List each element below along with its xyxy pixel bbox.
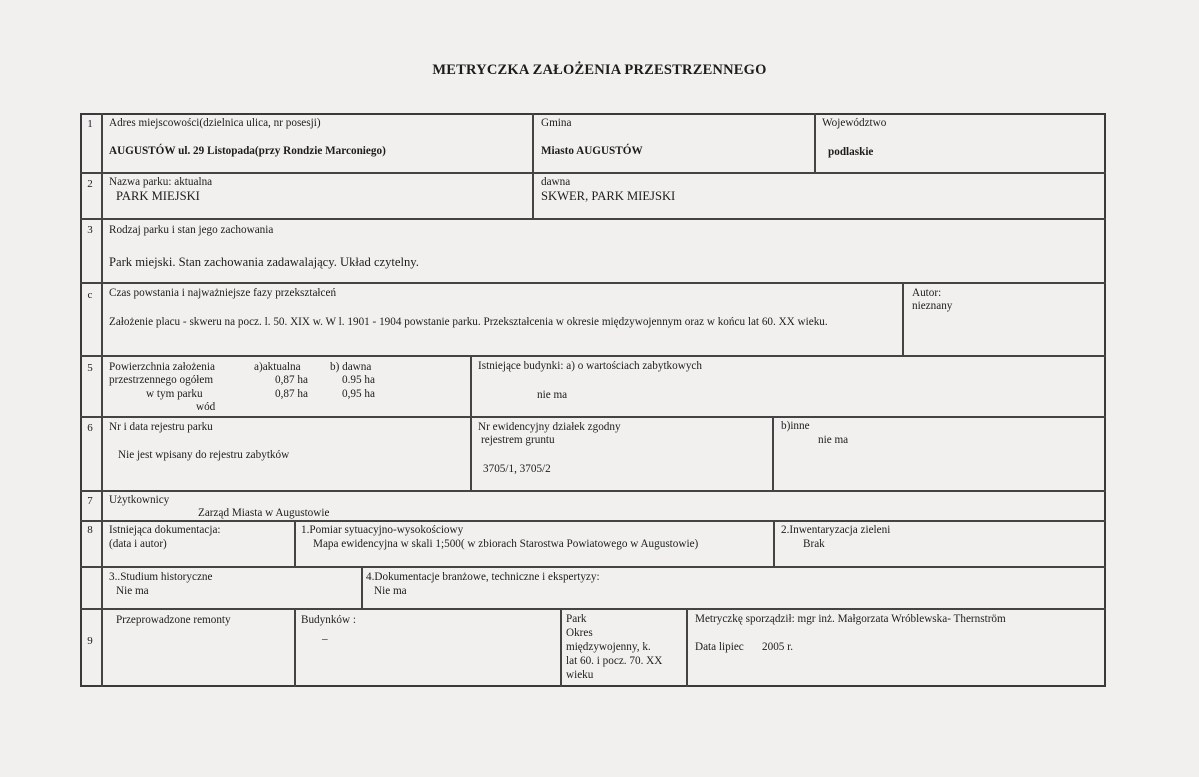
buildings-value: nie ma (537, 389, 568, 401)
survey-label: 1.Pomiar sytuacyjno-wysokościowy (301, 524, 464, 536)
row-divider (80, 566, 1106, 568)
park-name-value: PARK MIEJSKI (116, 189, 200, 203)
cell-divider (294, 608, 296, 687)
documentation-label: (data i autor) (109, 538, 167, 550)
row-number: 6 (87, 422, 93, 434)
prepared-by: Metryczkę sporządził: mgr inż. Małgorzata Wróblewska- Thernström (695, 613, 1006, 625)
plots-label: Nr ewidencyjny działek zgodny (478, 421, 621, 433)
cell-divider (532, 113, 534, 173)
cell-divider (361, 566, 363, 609)
plots-value: 3705/1, 3705/2 (483, 463, 551, 475)
plots-label: rejestrem gruntu (481, 434, 555, 446)
study-value: Nie ma (116, 585, 149, 597)
voivodeship-label: Województwo (822, 117, 887, 129)
area-current-total: 0,87 ha (275, 374, 308, 386)
other-value: nie ma (818, 434, 849, 446)
row-number: c (87, 289, 93, 301)
cell-divider (902, 282, 904, 356)
author-label: Autor: (912, 287, 942, 299)
row-number: 5 (87, 362, 93, 374)
gmina-value: Miasto AUGUSTÓW (541, 145, 643, 157)
area-former-header: b) dawna (330, 361, 372, 373)
cell-divider (532, 172, 534, 219)
author-value: nieznany (912, 300, 953, 312)
survey-value: Mapa ewidencyjna w skali 1;500( w zbiorach Starostwa Powiatowego w Augustowie) (313, 538, 699, 550)
area-label: przestrzennego ogółem (109, 374, 214, 386)
history-label: Czas powstania i najważniejsze fazy przekształceń (109, 287, 337, 299)
other-label: b)inne (781, 420, 810, 432)
documentation-label: Istniejąca dokumentacja: (109, 524, 221, 536)
row-divider (80, 608, 1106, 610)
row-divider (80, 282, 1106, 284)
address-label: Adres miejscowości(dzielnica ulica, nr posesji) (109, 117, 321, 129)
address-value: AUGUSTÓW ul. 29 Listopada(przy Rondzie Marconiego) (109, 145, 386, 157)
area-label: Powierzchnia założenia (109, 361, 215, 373)
users-label: Użytkownicy (109, 494, 170, 506)
row-divider (80, 218, 1106, 220)
number-column-divider (101, 113, 103, 687)
row-divider (80, 172, 1106, 174)
voivodeship-value: podlaskie (828, 146, 874, 158)
row-divider (80, 355, 1106, 357)
branch-docs-label: 4.Dokumentacje branżowe, techniczne i ekspertyzy: (366, 571, 600, 583)
repairs-label: Przeprowadzone remonty (116, 614, 231, 626)
row-number: 8 (87, 524, 93, 536)
park-repairs-value: wieku (566, 669, 594, 681)
cell-divider (470, 416, 472, 491)
park-type-label: Rodzaj parku i stan jego zachowania (109, 224, 274, 236)
park-name-label: Nazwa parku: aktualna (109, 176, 213, 188)
row-divider (80, 490, 1106, 492)
cell-divider (772, 416, 774, 491)
cell-divider (686, 608, 688, 687)
row-number: 2 (87, 178, 93, 190)
cell-divider (560, 608, 562, 687)
area-current-header: a)aktualna (254, 361, 301, 373)
row-number: 3 (87, 224, 93, 236)
area-label: w tym parku (146, 388, 203, 400)
document-title: METRYCZKA ZAŁOŻENIA PRZESTRZENNEGO (432, 62, 767, 78)
former-name-label: dawna (541, 176, 571, 188)
cell-divider (470, 355, 472, 417)
former-name-value: SKWER, PARK MIEJSKI (541, 189, 676, 203)
area-label: wód (196, 401, 216, 413)
row-number: 9 (87, 635, 93, 647)
branch-docs-value: Nie ma (374, 585, 407, 597)
users-value: Zarząd Miasta w Augustowie (198, 507, 330, 519)
buildings-label: Istniejące budynki: a) o wartościach zabytkowych (478, 360, 702, 372)
buildings-repairs-label: Budynków : (301, 614, 357, 626)
park-repairs-value: lat 60. i pocz. 70. XX (566, 655, 663, 667)
gmina-label: Gmina (541, 117, 572, 129)
cell-divider (294, 520, 296, 567)
park-repairs-label: Park (566, 613, 587, 625)
park-type-value: Park miejski. Stan zachowania zadawalający. Układ czytelny. (109, 255, 419, 269)
area-former-total: 0.95 ha (342, 374, 375, 386)
park-repairs-value: Okres (566, 627, 593, 639)
area-current-park: 0,87 ha (275, 388, 308, 400)
study-label: 3..Studium historyczne (109, 571, 213, 583)
cell-divider (773, 520, 775, 567)
register-label: Nr i data rejestru parku (109, 421, 213, 433)
row-number: 7 (87, 495, 93, 507)
inventory-label: 2.Inwentaryzacja zieleni (781, 524, 891, 536)
register-value: Nie jest wpisany do rejestru zabytków (118, 449, 290, 461)
cell-divider (814, 113, 816, 173)
row-number: 1 (87, 118, 93, 130)
inventory-value: Brak (803, 538, 825, 550)
history-value: Założenie placu - skweru na pocz. l. 50. XIX w. W l. 1901 - 1904 powstanie parku. Przekształcenia w okresie międzywojennym oraz w końcu lat 60. XX wieku. (109, 316, 828, 328)
area-former-park: 0,95 ha (342, 388, 375, 400)
row-divider (80, 416, 1106, 418)
park-repairs-value: międzywojenny, k. (566, 641, 651, 653)
buildings-repairs-value: – (322, 633, 328, 645)
date-value: 2005 r. (762, 641, 794, 653)
date-label: Data lipiec (695, 641, 744, 653)
